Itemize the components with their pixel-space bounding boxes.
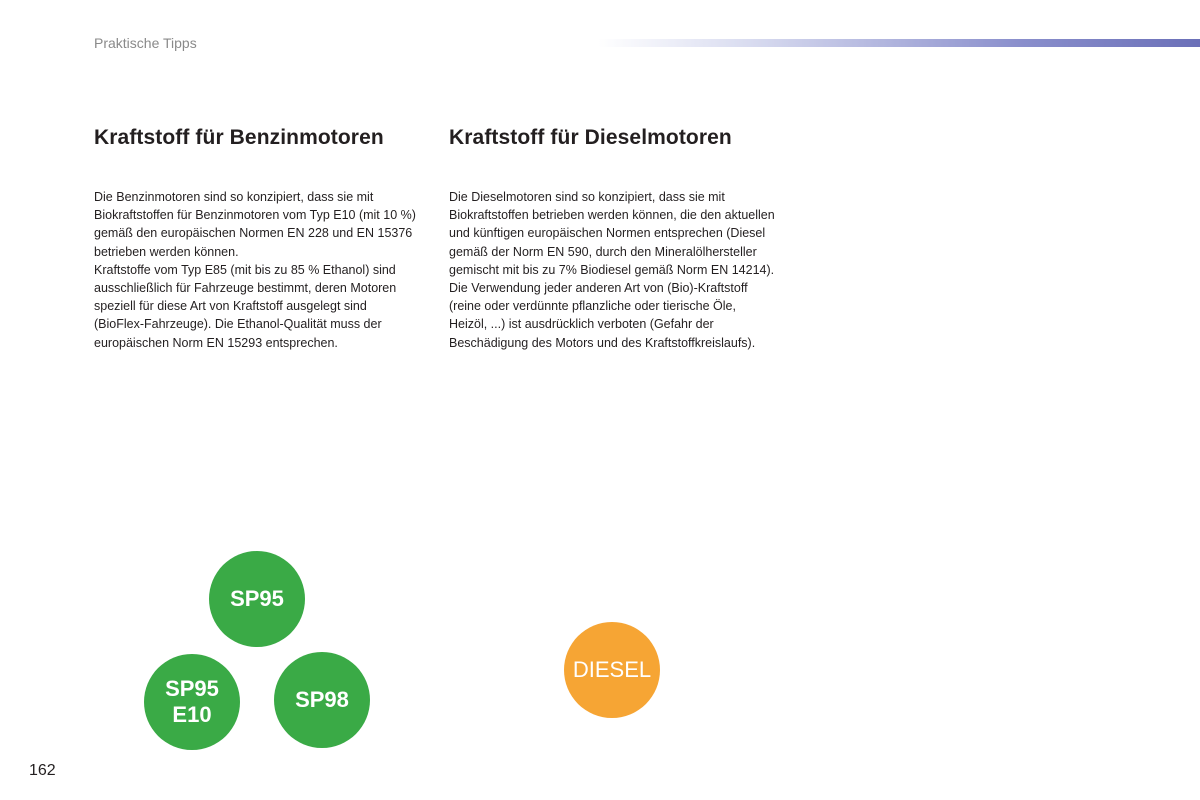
- sp98-badge-label: SP98: [295, 687, 349, 712]
- diesel-section-title: Kraftstoff für Dieselmotoren: [449, 126, 732, 149]
- diesel-paragraph-1: Die Dieselmotoren sind so konzipiert, dass sie mit Biokraftstoffen betrieben werden können, die den aktuellen und künftigen europäischen Normen entsprechen (Diesel gemäß der Norm EN 590, durch den Mineralölhersteller gemischt mit bis zu 7% Biodiesel gemäß Norm EN 14214).: [449, 190, 775, 277]
- diesel-paragraph-2: Die Verwendung jeder anderen Art von (Bio)-Kraftstoff (reine oder verdünnte pflanzliche oder tierische Öle, Heizöl, ...) ist ausdrücklich verboten (Gefahr der Beschädigung des Motors und des Kraftstoffkreislaufs).: [449, 281, 756, 350]
- page-number: 162: [29, 762, 56, 779]
- petrol-paragraph-2: Kraftstoffe vom Typ E85 (mit bis zu 85 % Ethanol) sind ausschließlich für Fahrzeuge bestimmt, deren Motoren speziell für diese Art von Kraftstoff ausgelegt sind (BioFlex-Fahrzeuge). Die Ethanol-Qualität muss der europäischen Norm EN 15293 entsprechen.: [94, 262, 397, 350]
- section-label: Praktische Tipps: [94, 35, 197, 51]
- sp95-e10-badge-label-line2: E10: [172, 702, 212, 727]
- sp95-e10-fuel-badge: [144, 654, 240, 750]
- petrol-paragraph-1: Die Benzinmotoren sind so konzipiert, dass sie mit Biokraftstoffen für Benzinmotoren vom Typ E10 (mit 10 %) gemäß den europäischen Normen EN 228 und EN 15376 betrieben werden können.: [94, 190, 416, 259]
- petrol-section-title: Kraftstoff für Benzinmotoren: [94, 126, 384, 149]
- header-accent-bar: [598, 39, 1200, 47]
- sp95-fuel-badge: [209, 551, 305, 647]
- sp95-e10-badge-label-line1: SP95: [165, 676, 219, 701]
- petrol-fuel-section: [94, 126, 424, 352]
- diesel-fuel-section: [449, 126, 779, 352]
- sp98-fuel-badge: [274, 652, 370, 748]
- diesel-badge-label: DIESEL: [572, 657, 652, 682]
- petrol-section-body: [94, 188, 420, 352]
- sp95-badge-label: SP95: [230, 586, 284, 611]
- diesel-fuel-badge: [564, 622, 660, 718]
- diesel-section-body: [449, 188, 775, 352]
